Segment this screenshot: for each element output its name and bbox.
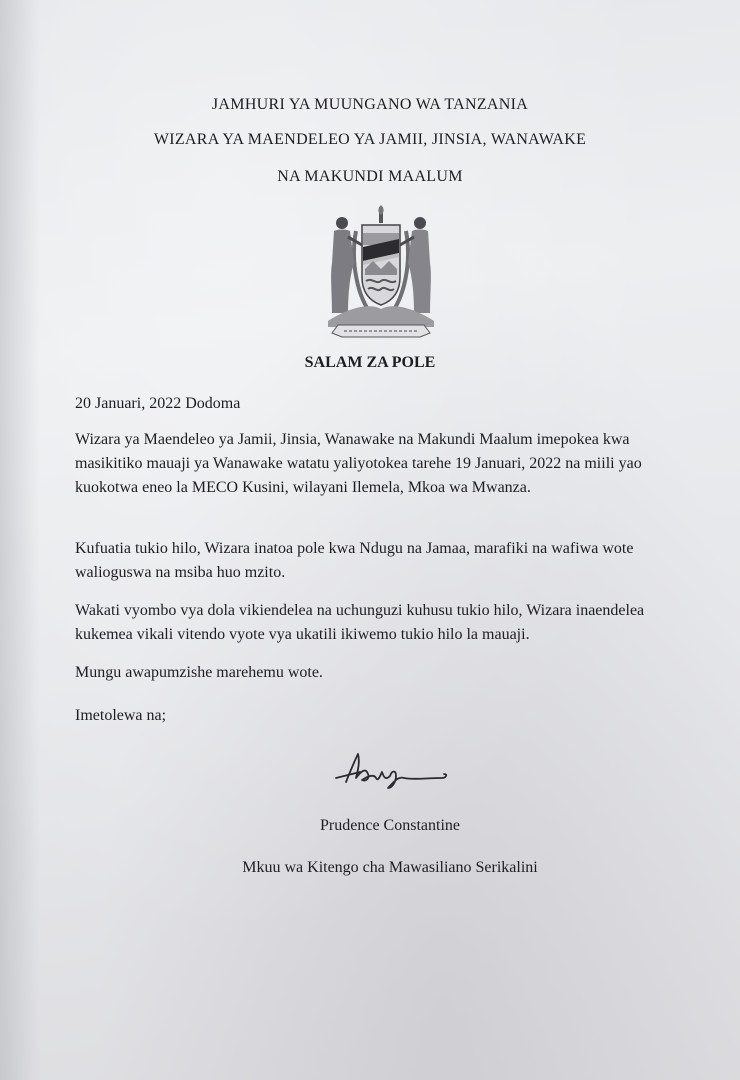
signature-icon [330, 748, 460, 792]
page-shadow [0, 0, 40, 1080]
issued-by-line: Imetolewa na; [75, 707, 167, 724]
header-republic: JAMHURI YA MUUNGANO WA TANZANIA [211, 96, 529, 113]
paragraph-announcement: Wizara ya Maendeleo ya Jamii, Jinsia, Wanawake na Makundi Maalum imepokea kwa masikitiko mauaji ya Wanawake watatu yaliyotokea tarehe 19 Januari, 2022 na miili yao kuokotwa eneo la MECO Kusini, wilayani Ilemela, Mkoa wa Mwanza. [75, 431, 642, 496]
paragraph-prayer: Mungu awapumzishe marehemu wote. [75, 664, 323, 681]
paragraph-condemnation: Wakati vyombo vya dola vikiendelea na uchunguzi kuhusu tukio hilo, Wizara inaendelea kukemea vikali vitendo vyote vya ukatili ikiwemo tukio hilo la mauaji. [75, 602, 645, 643]
document-title: SALAM ZA POLE [304, 354, 436, 371]
signatory-name: Prudence Constantine [320, 817, 460, 834]
header-ministry-cont: NA MAKUNDI MAALUM [277, 168, 463, 185]
tanzania-coat-of-arms-icon [320, 203, 442, 339]
header-ministry: WIZARA YA MAENDELEO YA JAMII, JINSIA, WANAWAKE [153, 131, 587, 148]
date-line: 20 Januari, 2022 Dodoma [75, 395, 241, 412]
paragraph-condolences: Kufuatia tukio hilo, Wizara inatoa pole kwa Ndugu na Jamaa, marafiki na wafiwa wote walioguswa na msiba huo mzito. [75, 540, 634, 581]
signatory-title: Mkuu wa Kitengo cha Mawasiliano Serikalini [242, 859, 538, 876]
